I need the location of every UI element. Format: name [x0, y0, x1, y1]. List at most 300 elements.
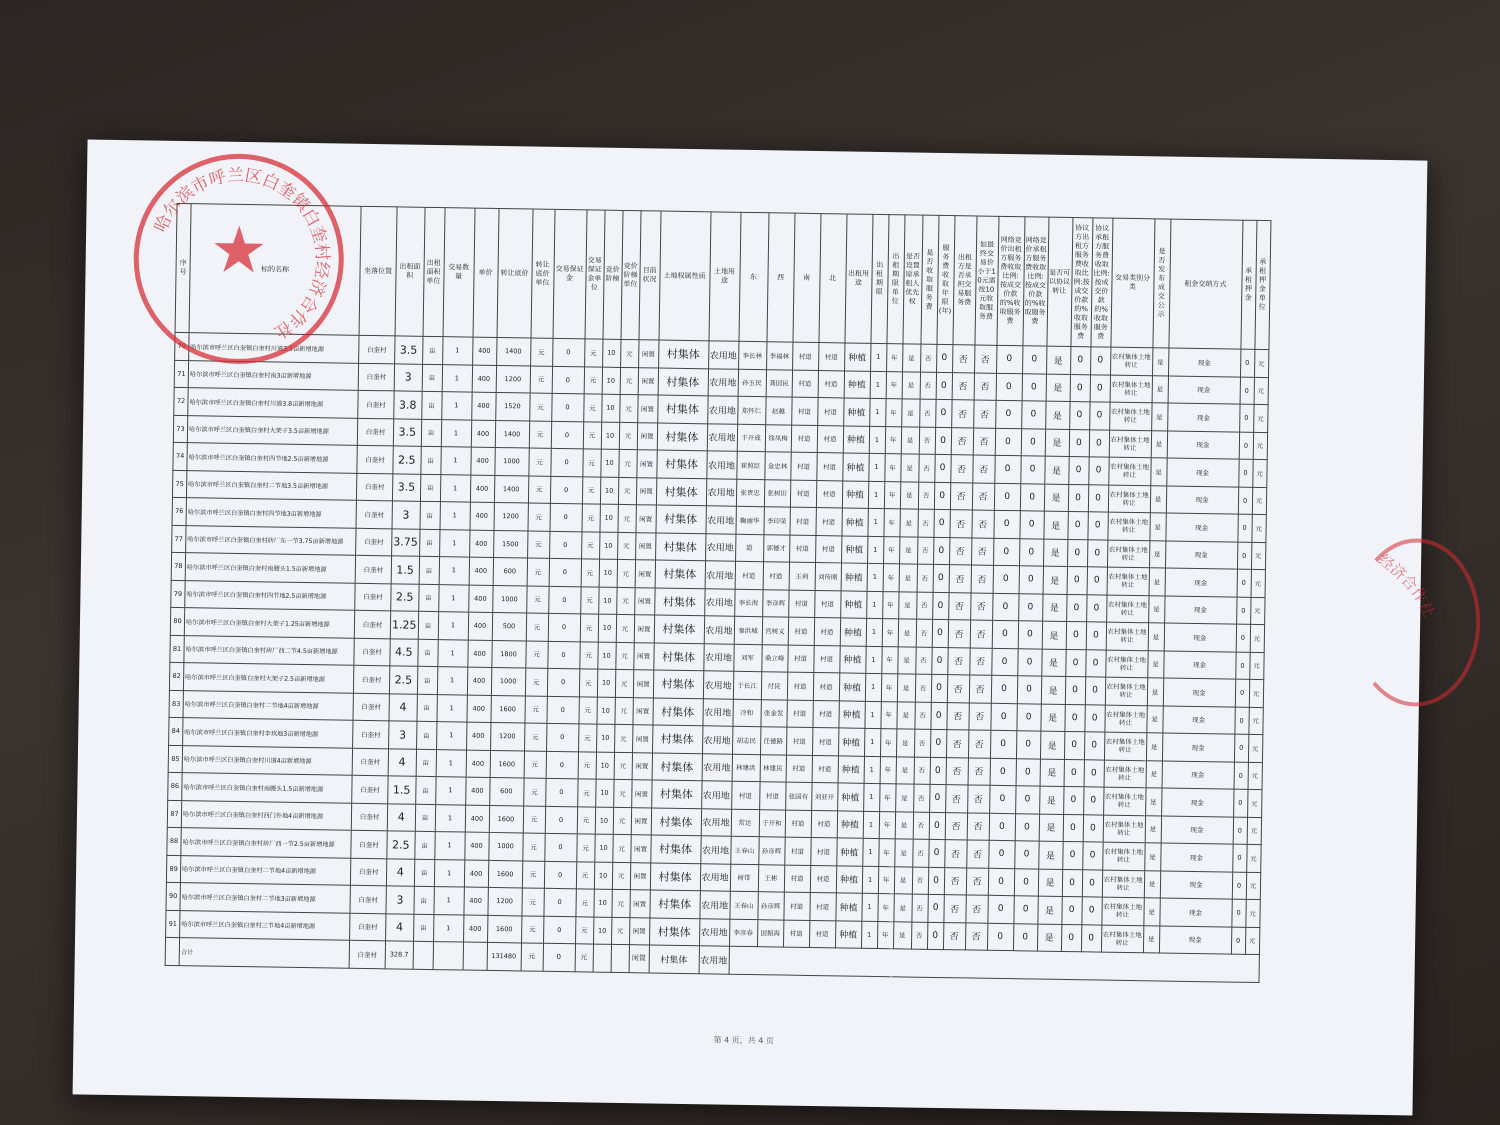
table-cell: 元: [577, 779, 595, 807]
table-cell: 0: [1088, 457, 1108, 485]
row-south: 村道: [790, 452, 816, 480]
row-qty: 1: [434, 859, 464, 887]
table-cell: 是: [1149, 568, 1165, 596]
table-cell: 元: [1252, 487, 1266, 515]
document-page: [73, 140, 1439, 1116]
column-header: 是否设置原承租人优先权: [902, 215, 922, 344]
row-west: 李彦辉: [762, 589, 788, 617]
row-qty: 1: [441, 419, 471, 447]
table-cell: 0: [989, 813, 1015, 841]
table-cell: 元: [1248, 707, 1262, 735]
table-header: [175, 203, 1270, 349]
row-unit: 亩: [413, 914, 433, 942]
row-qty: 1: [438, 584, 468, 612]
row-use: 农用地: [704, 588, 734, 616]
table-cell: 0: [1070, 346, 1090, 374]
table-cell: 元: [1247, 817, 1261, 845]
table-cell: 10: [596, 724, 614, 752]
row-use: 农用地: [706, 451, 736, 479]
column-header: 出租用途: [844, 214, 872, 343]
row-north: 刘亚开: [811, 782, 837, 810]
row-name: 哈尔滨市呼兰区白奎镇白奎村川道3.5亩新增地源: [189, 333, 359, 363]
row-east: 鞠丽华: [735, 506, 763, 534]
table-cell: 否: [949, 565, 971, 593]
row-area: 1.5: [388, 776, 416, 804]
row-qty: 1: [439, 529, 469, 557]
table-cell: 0: [552, 366, 584, 394]
row-unit: 亩: [418, 584, 438, 612]
table-cell: 0: [1083, 814, 1103, 842]
row-number: 83: [169, 690, 183, 718]
row-purpose: 种植: [838, 728, 864, 756]
row-price: 400: [466, 695, 490, 723]
table-cell: 是: [1149, 540, 1165, 568]
table-cell: 是: [902, 371, 920, 399]
table-cell: 10: [602, 339, 620, 367]
table-cell: 闲置: [638, 367, 658, 395]
row-name: 哈尔滨市呼兰区白奎镇白奎村四节地3亩新增地源: [186, 498, 356, 528]
column-header: 出租面积: [395, 207, 425, 336]
row-price: 400: [467, 667, 491, 695]
row-south: 村道: [789, 535, 815, 563]
row-use: 农用地: [702, 753, 732, 781]
row-south: 村道: [791, 425, 817, 453]
row-north: 村道: [817, 398, 843, 426]
row-west: 金忠林: [764, 452, 790, 480]
table-cell: 元: [575, 889, 593, 917]
row-payment: 现金: [1160, 870, 1232, 899]
table-cell: 元: [530, 366, 552, 394]
table-cell: 元: [578, 724, 596, 752]
table-cell: 0: [1234, 707, 1248, 735]
table-cell: 是: [1039, 786, 1063, 814]
table-cell: 0: [1237, 569, 1251, 597]
row-category: 农村集体土地转让: [1107, 512, 1149, 540]
row-base-price: 1400: [495, 420, 529, 448]
table-cell: 元: [578, 751, 596, 779]
row-qty: 1: [433, 887, 463, 915]
table-cell: 0: [1061, 924, 1081, 952]
table-cell: 0: [545, 778, 577, 806]
table-cell: 否: [917, 509, 933, 537]
table-cell: 年: [878, 866, 894, 894]
row-use: 农用地: [700, 863, 730, 891]
row-use: 农用地: [708, 341, 738, 369]
row-east: 王春山: [729, 891, 757, 919]
row-south: 村道: [790, 480, 816, 508]
total-loc: 白奎村: [349, 940, 385, 968]
table-cell: 年: [884, 454, 900, 482]
row-south: 村道: [788, 617, 814, 645]
table-cell: 否: [916, 619, 932, 647]
row-category: 农村集体土地转让: [1106, 622, 1148, 650]
row-west: 桑立峰: [761, 644, 787, 672]
table-cell: 10: [599, 504, 617, 532]
table-body: [166, 332, 1269, 954]
row-north: 村道: [810, 865, 836, 893]
table-cell: 元: [529, 393, 551, 421]
table-cell: 否: [948, 620, 970, 648]
table-cell: 否: [917, 564, 933, 592]
row-name: 哈尔滨市呼兰区白奎镇白奎村西门外地4亩新增地源: [181, 800, 351, 830]
table-cell: 是: [1144, 843, 1160, 871]
row-category: 农村集体土地转让: [1109, 430, 1151, 458]
row-unit: 亩: [414, 859, 434, 887]
total-ownership: 村集体: [649, 945, 699, 973]
row-base-price: 1600: [487, 915, 521, 943]
table-cell: 元: [615, 642, 633, 670]
table-cell: 元: [575, 916, 593, 944]
table-cell: 元: [527, 503, 549, 531]
row-purpose: 种植: [841, 535, 867, 563]
row-number: 85: [168, 745, 182, 773]
row-use: 农用地: [701, 808, 731, 836]
table-cell: 元: [526, 613, 548, 641]
table-cell: 是: [896, 701, 914, 729]
row-name: 哈尔滨市呼兰区白奎镇白奎村砖厂西一节2.5亩新增地源: [181, 828, 351, 858]
row-purpose: 种植: [839, 645, 865, 673]
row-area: 3.5: [395, 336, 423, 364]
table-cell: 0: [1062, 869, 1082, 897]
table-cell: 0: [1065, 649, 1085, 677]
table-cell: 否: [952, 345, 974, 373]
table-cell: 年: [885, 399, 901, 427]
total-label: 合计: [179, 938, 349, 968]
table-cell: 否: [952, 372, 974, 400]
row-price: 400: [471, 392, 495, 420]
table-cell: 是: [1146, 705, 1162, 733]
row-payment: 现金: [1164, 623, 1236, 652]
row-south: 村道: [783, 892, 809, 920]
row-north: 村道: [810, 837, 836, 865]
column-header: 土地权属性质: [659, 211, 711, 341]
table-cell: 否: [972, 482, 994, 510]
row-area: 3.8: [394, 391, 422, 419]
row-purpose: 种植: [842, 480, 868, 508]
row-category: 农村集体土地转让: [1105, 677, 1147, 705]
table-cell: 是: [1044, 484, 1068, 512]
row-base-price: 1200: [490, 722, 524, 750]
row-east: 道: [735, 534, 763, 562]
table-cell: 否: [946, 757, 968, 785]
row-base-price: 1000: [492, 585, 526, 613]
row-category: 农村集体土地转让: [1101, 925, 1143, 953]
table-cell: 0: [1085, 649, 1105, 677]
table-cell: 否: [947, 675, 969, 703]
table-cell: 是: [1148, 623, 1164, 651]
table-cell: 否: [971, 537, 993, 565]
table-cell: 元: [527, 558, 549, 586]
row-number: 84: [169, 717, 183, 745]
table-cell: 否: [918, 482, 934, 510]
table-cell: 是: [1146, 760, 1162, 788]
row-east: 崔照臣: [736, 451, 764, 479]
table-cell: 元: [526, 585, 548, 613]
row-use: 农用地: [702, 698, 732, 726]
table-cell: 否: [951, 427, 973, 455]
row-unit: 亩: [413, 886, 433, 914]
table-cell: 元: [614, 724, 632, 752]
table-cell: 1: [862, 866, 878, 894]
total-deposit: 0: [543, 943, 575, 971]
table-cell: 年: [882, 591, 898, 619]
row-number: 70: [175, 332, 189, 360]
table-cell: 10: [594, 834, 612, 862]
table-cell: 元: [528, 448, 550, 476]
table-cell: 元: [583, 394, 601, 422]
table-cell: 元: [616, 614, 634, 642]
table-cell: 元: [582, 449, 600, 477]
row-area: 2.5: [391, 583, 419, 611]
row-west: 孙彦辉: [757, 892, 783, 920]
table-cell: 1: [862, 838, 878, 866]
table-cell: 0: [1235, 652, 1249, 680]
table-cell: 否: [914, 702, 930, 730]
table-cell: 0: [994, 483, 1020, 511]
table-cell: 0: [988, 868, 1014, 896]
row-location: 白奎村: [359, 335, 395, 363]
row-price: 400: [466, 722, 490, 750]
table-cell: 否: [968, 757, 990, 785]
table-cell: 10: [595, 779, 613, 807]
table-cell: 元: [527, 530, 549, 558]
row-number: 81: [170, 635, 184, 663]
row-north: 村道: [815, 508, 841, 536]
row-qty: 1: [435, 804, 465, 832]
column-header: 竞价阶梯: [603, 210, 623, 339]
row-east: 于长江: [733, 671, 761, 699]
row-location: 白奎村: [353, 720, 389, 748]
table-cell: 元: [576, 861, 594, 889]
table-cell: 否: [914, 729, 930, 757]
table-cell: 元: [1249, 652, 1263, 680]
table-cell: 是: [894, 839, 912, 867]
table-cell: 0: [1017, 676, 1041, 704]
row-base-price: 1600: [490, 750, 524, 778]
row-east: 李长林: [738, 341, 766, 369]
table-cell: 闲置: [635, 560, 655, 588]
table-cell: 1: [864, 756, 880, 784]
row-south: 村道: [791, 397, 817, 425]
row-qty: 1: [434, 832, 464, 860]
table-cell: 否: [969, 647, 991, 675]
row-location: 白奎村: [356, 473, 392, 501]
table-cell: 0: [995, 400, 1021, 428]
table-cell: 是: [894, 866, 912, 894]
table-cell: 是: [1040, 759, 1064, 787]
table-cell: 闲置: [633, 670, 653, 698]
table-cell: 0: [1090, 347, 1110, 375]
table-cell: 否: [913, 784, 929, 812]
row-location: 白奎村: [351, 830, 387, 858]
row-ownership: 村集体: [650, 835, 700, 863]
row-name: 哈尔滨市呼兰区白奎镇白奎村二节地4亩新增地源: [180, 855, 350, 885]
table-cell: 闲置: [635, 532, 655, 560]
column-header: 标的名称: [189, 204, 361, 336]
row-unit: 亩: [415, 804, 435, 832]
column-header: 转让底价: [497, 208, 533, 338]
column-header: 网络竞价出租方服务费收取比例:按成交价款的%收取服务费: [996, 216, 1024, 345]
row-price: 400: [465, 805, 489, 833]
table-cell: 0: [1020, 483, 1044, 511]
row-price: 400: [468, 612, 492, 640]
table-cell: 元: [1252, 459, 1266, 487]
row-unit: 亩: [416, 749, 436, 777]
table-cell: 0: [1014, 868, 1038, 896]
row-ownership: 村集体: [656, 478, 706, 506]
table-cell: 10: [597, 642, 615, 670]
table-cell: 1: [866, 618, 882, 646]
table-cell: 元: [611, 917, 629, 945]
row-purpose: 种植: [844, 343, 870, 371]
row-east: 于开成: [737, 424, 765, 452]
column-header: 是否发布成交公示: [1152, 219, 1170, 348]
row-price: 400: [470, 475, 494, 503]
row-number: 74: [173, 442, 187, 470]
row-south: 村道: [788, 590, 814, 618]
row-location: 白奎村: [358, 363, 394, 391]
table-cell: 0: [1238, 487, 1252, 515]
row-west: 宫树义: [762, 617, 788, 645]
table-cell: 是: [1037, 924, 1061, 952]
table-cell: 1: [861, 893, 877, 921]
row-east: 王春山: [730, 836, 758, 864]
row-south: 村道: [792, 370, 818, 398]
row-category: 农村集体土地转让: [1102, 870, 1144, 898]
row-unit: 亩: [419, 556, 439, 584]
row-base-price: 1200: [487, 887, 521, 915]
table-cell: 0: [990, 758, 1016, 786]
table-cell: 元: [616, 587, 634, 615]
land-transfer-table: [165, 203, 1271, 983]
table-cell: 元: [619, 394, 637, 422]
table-cell: 闲置: [632, 697, 652, 725]
row-number: 78: [171, 552, 185, 580]
row-unit: 亩: [415, 776, 435, 804]
row-ownership: 村集体: [658, 368, 708, 396]
row-base-price: 1200: [494, 502, 528, 530]
table-cell: 元: [1251, 514, 1265, 542]
row-base-price: 1600: [489, 805, 523, 833]
row-south: 村道: [786, 727, 812, 755]
row-area: 4: [387, 803, 415, 831]
table-cell: 是: [1145, 815, 1161, 843]
row-south: 村道: [784, 865, 810, 893]
table-cell: 元: [584, 339, 602, 367]
row-name: 哈尔滨市呼兰区白奎镇白奎村川道4亩新增地源: [182, 745, 352, 775]
table-cell: 闲置: [629, 917, 649, 945]
column-header: 单价: [473, 208, 499, 337]
row-east: 张贵忠: [736, 479, 764, 507]
row-east: 郑怀仁: [737, 396, 765, 424]
table-cell: 0: [1089, 429, 1109, 457]
row-number: 72: [174, 387, 188, 415]
row-base-price: 1500: [493, 530, 527, 558]
row-payment: 现金: [1161, 815, 1233, 844]
table-cell: 0: [1231, 899, 1245, 927]
row-name: 哈尔滨市呼兰区白奎镇白奎村南腰头1.5亩新增地源: [185, 553, 355, 583]
table-cell: 年: [880, 756, 896, 784]
table-cell: 0: [993, 538, 1019, 566]
table-cell: 闲置: [631, 807, 651, 835]
svg-text:经济合作社: [1374, 550, 1439, 619]
row-payment: 现金: [1160, 843, 1232, 872]
row-east: 村道: [735, 561, 763, 589]
row-base-price: 1600: [490, 695, 524, 723]
row-purpose: 种植: [837, 783, 863, 811]
table-cell: 0: [995, 428, 1021, 456]
row-name: 哈尔滨市呼兰区白奎镇白奎村南腰头1.5亩新增地源: [182, 773, 352, 803]
row-qty: 1: [436, 694, 466, 722]
row-qty: 1: [438, 612, 468, 640]
table-cell: 是: [1151, 403, 1167, 431]
table-cell: 元: [522, 860, 544, 888]
row-use: 农用地: [700, 836, 730, 864]
row-use: 农用地: [708, 368, 738, 396]
table-cell: 年: [886, 344, 902, 372]
table-cell: 0: [933, 564, 949, 592]
row-west: 郭德才: [763, 534, 789, 562]
table-cell: 1: [870, 343, 886, 371]
table-cell: 0: [1090, 374, 1110, 402]
row-area: 3: [386, 886, 414, 914]
row-qty: 1: [441, 392, 471, 420]
table-cell: 0: [1232, 872, 1246, 900]
row-base-price: 1520: [495, 392, 529, 420]
table-cell: 0: [1084, 759, 1104, 787]
row-qty: 1: [442, 337, 472, 365]
row-category: 农村集体土地转让: [1108, 485, 1150, 513]
row-area: 3: [394, 363, 422, 391]
row-purpose: 种植: [837, 810, 863, 838]
row-payment: 现金: [1164, 596, 1236, 625]
row-number: 79: [171, 580, 185, 608]
table-cell: 元: [523, 805, 545, 833]
row-purpose: 种植: [836, 838, 862, 866]
row-payment: 现金: [1163, 651, 1235, 680]
table-cell: 0: [934, 482, 950, 510]
row-use: 农用地: [705, 506, 735, 534]
table-cell: 年: [883, 536, 899, 564]
table-cell: 0: [1239, 404, 1253, 432]
row-area: 2.5: [387, 831, 415, 859]
table-cell: 0: [987, 895, 1013, 923]
row-west: 孙彦辉: [758, 837, 784, 865]
table-cell: 是: [1151, 430, 1167, 458]
table-cell: 元: [614, 752, 632, 780]
table-cell: 元: [1250, 624, 1264, 652]
table-cell: 0: [1067, 511, 1087, 539]
row-area: 1.5: [391, 556, 419, 584]
table-cell: 0: [1234, 762, 1248, 790]
row-ownership: 村集体: [650, 862, 700, 890]
table-cell: 10: [595, 807, 613, 835]
table-cell: 元: [578, 696, 596, 724]
row-west: 赵越: [765, 397, 791, 425]
column-header: 目前状况: [639, 211, 661, 340]
row-north: 村道: [809, 920, 835, 948]
table-cell: 否: [950, 455, 972, 483]
row-price: 400: [466, 750, 490, 778]
table-cell: 10: [593, 889, 611, 917]
row-number: 82: [169, 662, 183, 690]
table-cell: 0: [987, 923, 1013, 951]
table-cell: 否: [919, 399, 935, 427]
table-cell: 年: [884, 481, 900, 509]
row-purpose: 种植: [840, 618, 866, 646]
table-cell: 0: [993, 510, 1019, 538]
row-use: 农用地: [703, 643, 733, 671]
